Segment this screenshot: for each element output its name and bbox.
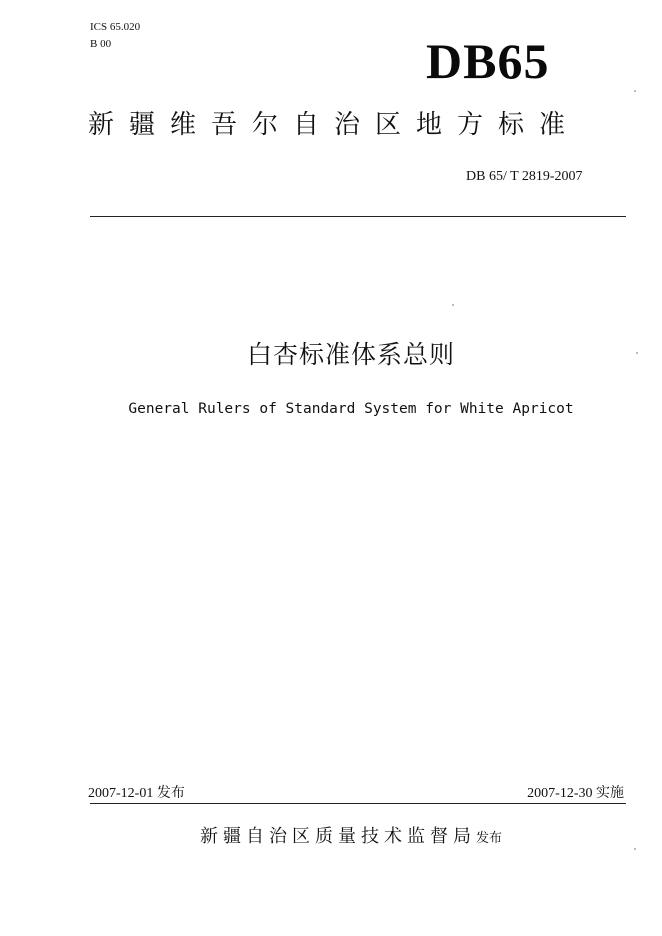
issuer-suffix: 发布	[475, 831, 502, 846]
standard-brand-logo: DB65	[426, 33, 550, 89]
document-title-chinese: 白杏标准体系总则	[246, 340, 455, 369]
standard-type-heading: 新疆维吾尔自治区地方标准	[88, 110, 581, 140]
scan-speck	[452, 304, 454, 306]
issue-date: 2007-12-01 发布	[88, 786, 185, 801]
scan-speck	[634, 848, 636, 850]
issuer-name: 新疆自治区质量技术监督局	[199, 826, 476, 847]
ccs-code: B 00	[90, 38, 112, 50]
scan-speck	[636, 352, 638, 354]
top-divider	[90, 216, 626, 217]
implementation-date: 2007-12-30 实施	[527, 786, 624, 801]
document-title-english: General Rulers of Standard System for White Apricot	[128, 401, 574, 417]
ics-code: ICS 65.020	[90, 21, 141, 33]
scan-speck	[634, 90, 636, 92]
standard-number: DB 65/ T 2819-2007	[466, 169, 583, 184]
issuing-authority	[0, 822, 662, 848]
bottom-divider	[90, 803, 626, 804]
